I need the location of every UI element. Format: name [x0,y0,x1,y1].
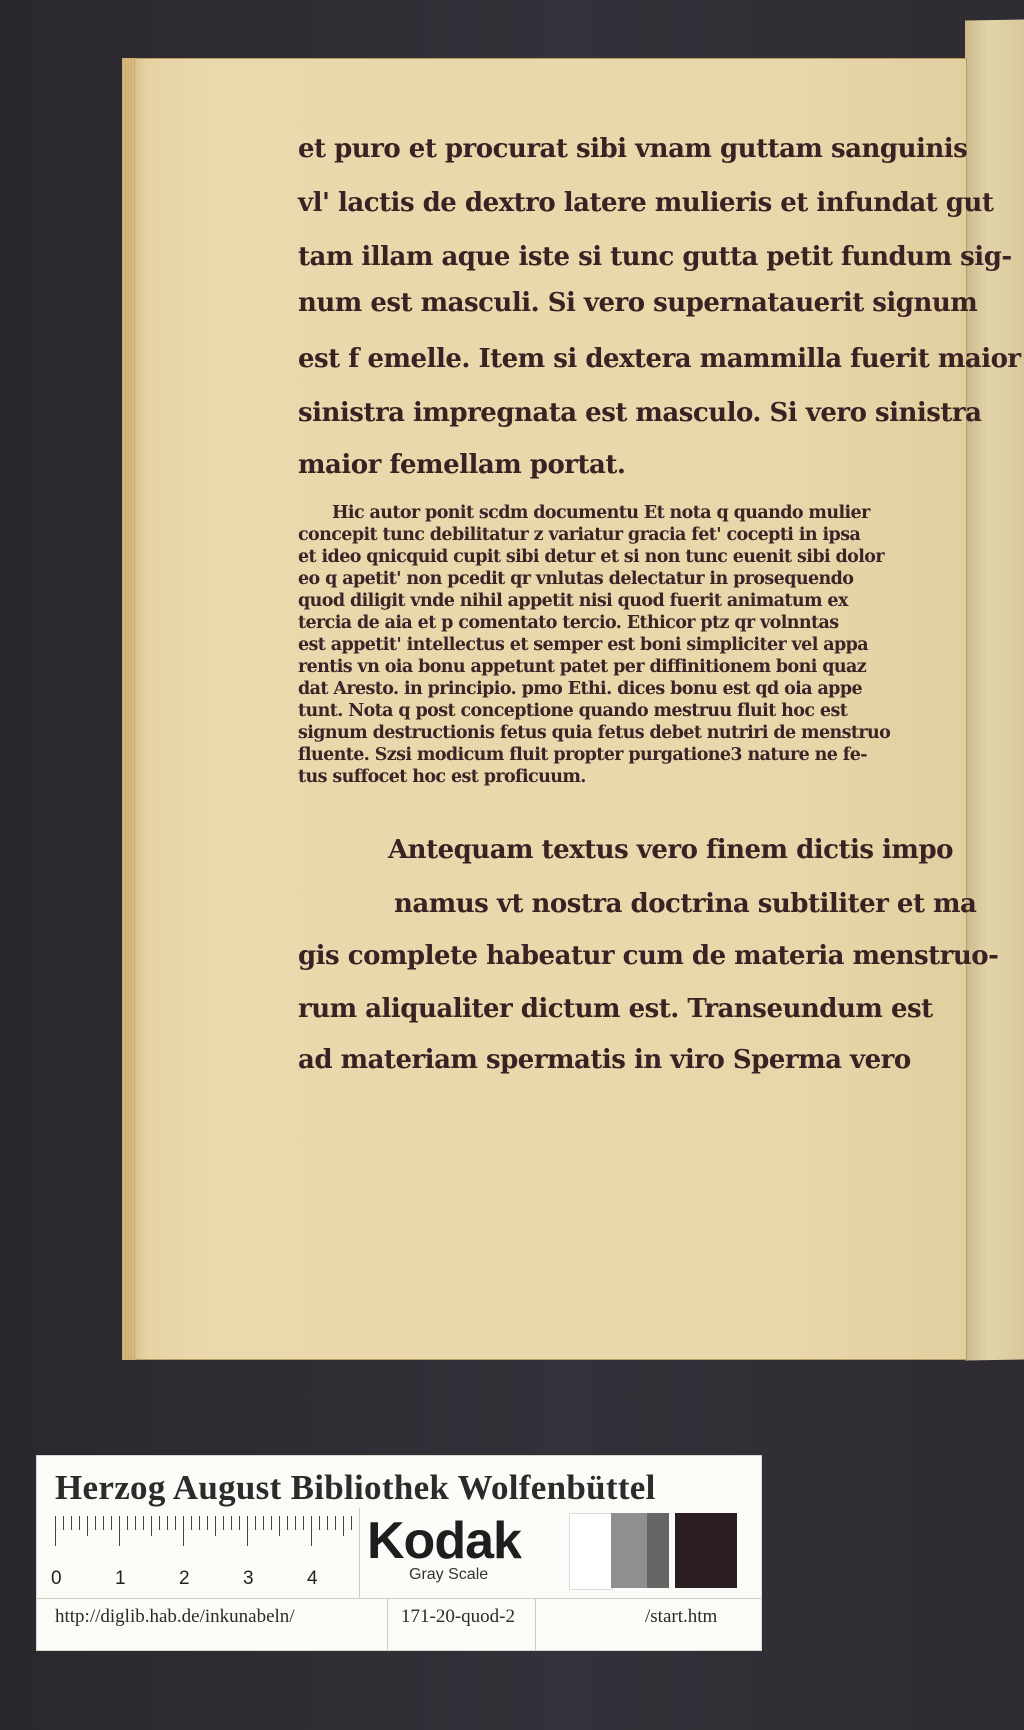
commentary-line: est appetit' intellectus et semper est boni simpliciter vel appa [298,635,869,655]
gray-swatch-white [569,1513,613,1590]
ruler-label: 4 [307,1568,318,1589]
gray-swatch-mid [611,1513,647,1588]
ruler-label: 0 [51,1568,62,1589]
gray-swatch-dark [647,1513,669,1588]
ruler-label: 2 [179,1568,190,1589]
main-text-line: sinistra impregnata est masculo. Si vero sinistra [298,398,982,428]
ruler-label: 1 [115,1568,126,1589]
closing-text-line: Antequam textus vero finem dictis impo [388,835,953,865]
main-text-line: maior femellam portat. [298,450,626,480]
main-text-line: est f emelle. Item si dextera mammilla fuerit maior [298,344,1021,374]
closing-text-line: gis complete habeatur cum de materia menstruo- [298,941,999,971]
main-text-line: vl' lactis de dextro latere mulieris et infundat gut [298,188,994,218]
commentary-line: tus suffocet hoc est proficuum. [298,767,586,787]
commentary-line: fluente. Szsi modicum fluit propter purgatione3 nature ne fe- [298,745,867,765]
main-text-line: et puro et procurat sibi vnam guttam sanguinis [298,134,968,164]
gray-scale-label: Gray Scale [409,1566,489,1583]
commentary-line: et ideo qnicquid cupit sibi detur et si non tunc euenit sibi dolor [298,547,884,567]
commentary-line: signum destructionis fetus quia fetus debet nutriri de menstruo [298,723,891,743]
url-base: http://diglib.hab.de/inkunabeln/ [55,1606,295,1627]
ruler-label: 3 [243,1568,254,1589]
library-name: Herzog August Bibliothek Wolfenbüttel [55,1468,656,1507]
main-text-line: num est masculi. Si vero supernatauerit signum [298,288,978,318]
color-target-card [36,1455,762,1651]
url-identifier: 171-20-quod-2 [401,1606,515,1627]
commentary-line: dat Aresto. in principio. pmo Ethi. dices bonu est qd oia appe [298,679,862,699]
closing-text-line: namus vt nostra doctrina subtiliter et ma [394,889,977,919]
main-text-line: tam illam aque iste si tunc gutta petit fundum sig- [298,242,1012,272]
closing-text-line: ad materiam spermatis in viro Sperma vero [298,1045,911,1075]
commentary-line: eo q apetit' non pcedit qr vnlutas delectatur in prosequendo [298,569,854,589]
kodak-logo: Kodak [367,1512,521,1570]
facing-page-edge [965,19,1024,1360]
closing-text-line: rum aliqualiter dictum est. Transeundum est [298,994,933,1024]
commentary-line: tunt. Nota q post conceptione quando mestruu fluit hoc est [298,701,848,721]
commentary-line: tercia de aia et p comentato tercio. Ethicor ptz qr volnntas [298,613,839,633]
commentary-line: quod diligit vnde nihil appetit nisi quod fuerit animatum ex [298,591,848,611]
commentary-line: concepit tunc debilitatur z variatur gracia fet' cocepti in ipsa [298,525,861,545]
gray-swatch-black [675,1513,737,1588]
url-suffix: /start.htm [645,1606,718,1627]
commentary-line: Hic autor ponit scdm documentu Et nota q quando mulier [332,503,870,523]
measurement-ruler [55,1516,355,1546]
commentary-line: rentis vn oia bonu appetunt patet per diffinitionem boni quaz [298,657,867,677]
page-gutter-edge [122,58,136,1360]
